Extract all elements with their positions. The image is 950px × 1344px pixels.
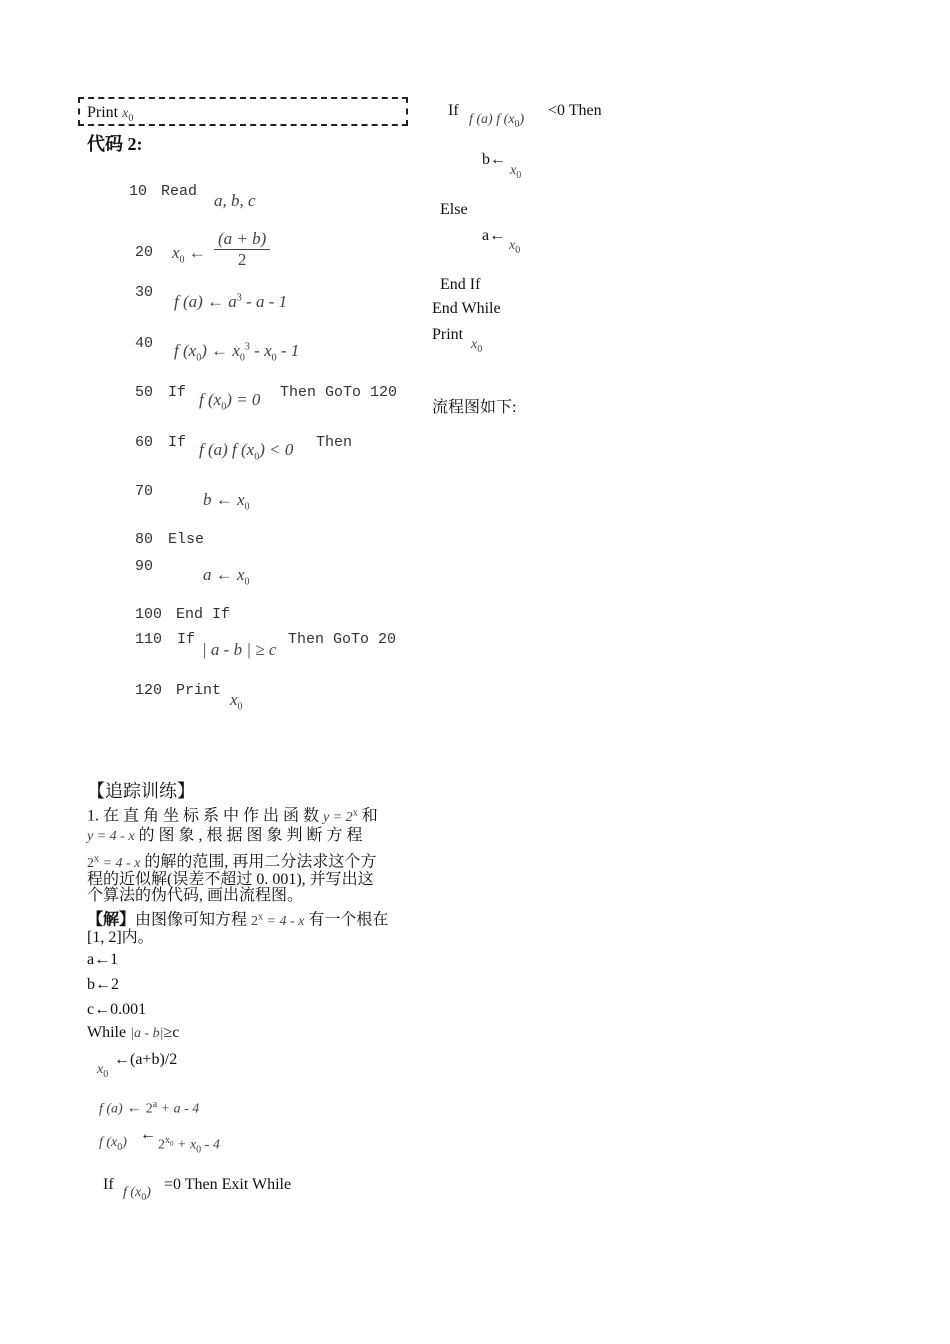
right-if-tail: <0 Then (548, 102, 602, 119)
right-b-assign: b← (482, 151, 506, 168)
code-line-110-expr: | a - b | ≥ c (202, 640, 277, 659)
boxed-print-line: Print $x_0$ (87, 104, 134, 124)
code-line-90-expr: a ← $x_0$ (203, 565, 250, 588)
right-print: Print (432, 326, 464, 343)
solution-line-1: 【解】由图像可知方程 $2^x = 4 - x$ 有一个根在 (87, 911, 389, 929)
code-line-50-num: 50 (135, 384, 154, 401)
question-line-2: y = 4 - x 的 图 象 , 根 据 图 象 判 断 方 程 (87, 827, 363, 844)
code-line-20-fraction: $\frac{(a + b)}{2}$ (214, 229, 270, 270)
code-line-80-num: 80 (135, 531, 154, 548)
code-line-70-num: 70 (135, 483, 154, 500)
code-line-60-num: 60 (135, 434, 154, 451)
right-end-while: End While (432, 300, 501, 317)
question-line-4: 程的近似解(误差不超过 0. 001), 并写出这 (87, 871, 374, 888)
if-exit-expr: f $(x_0)$ (123, 1185, 151, 1203)
fa-line: f (a) ← $2^a + a - 4$ (99, 1099, 200, 1117)
question-line-3: $2^x = 4 - x$ 的解的范围, 再用二分法求这个方 (87, 853, 377, 871)
code-line-50-kw: If (168, 384, 187, 401)
while-line: While |a - b|≥c (87, 1024, 180, 1041)
x0-assign: ←(a+b)/2 (114, 1051, 178, 1068)
right-else: Else (440, 201, 468, 218)
right-if-expr: f (a) f $(x_0)$ (469, 112, 525, 130)
code-line-10-expr: a, b, c (214, 191, 256, 210)
code-line-120-expr: $x_0$ (230, 690, 243, 713)
code-line-100-num: 100 (135, 606, 163, 623)
code-line-50-expr: f $(x_0) = 0$ (199, 390, 261, 413)
code-line-40-num: 40 (135, 335, 154, 352)
right-a-x0: $x_0$ (509, 238, 521, 256)
code-line-110-kw: If (177, 631, 196, 648)
code-line-100-kw: End If (176, 606, 231, 623)
practice-heading: 【追踪训练】 (87, 781, 195, 801)
solution-line-2: [1, 2]内。 (87, 929, 154, 946)
right-print-x0: $x_0$ (471, 337, 483, 355)
right-a-assign: a← (482, 227, 506, 244)
code-line-60-expr: f (a) f $(x_0) < 0$ (199, 440, 294, 463)
right-b-x0: $x_0$ (510, 163, 522, 181)
fx0-rhs: $2^{x_0} + x_0 - 4$ (158, 1135, 220, 1156)
code-line-50-tail: Then GoTo 120 (280, 384, 398, 401)
algo-line-b: b←2 (87, 976, 119, 993)
code-line-110-tail: Then GoTo 20 (288, 631, 397, 648)
right-end-if: End If (440, 276, 481, 293)
code-line-10-kw: Read (161, 183, 198, 200)
code-line-120-kw: Print (176, 682, 222, 699)
code-line-110-num: 110 (135, 631, 163, 648)
code-line-30-expr: f (a) ← $a^3$ - a - 1 (174, 292, 288, 311)
code-line-120-num: 120 (135, 682, 163, 699)
if-exit-kw: If (103, 1176, 114, 1193)
fx0-line: f $(x_0)$ (99, 1135, 127, 1153)
code-line-40-expr: f $(x_0)$ ← $x_0^3 - x_0 - 1$ (174, 341, 300, 364)
if-exit-tail: =0 Then Exit While (164, 1176, 292, 1193)
question-line-1: 1. 在 直 角 坐 标 系 中 作 出 函 数 $y = 2^x$ 和 (87, 807, 378, 825)
algo-line-a: a←1 (87, 951, 119, 968)
code-line-20-lhs: $x_0$ ← (172, 243, 206, 266)
code-line-60-tail: Then (316, 434, 353, 451)
x0-var: $x_0$ (97, 1062, 109, 1080)
code-line-10-num: 10 (129, 183, 148, 200)
algo-line-c: c←0.001 (87, 1001, 147, 1018)
code-line-20-num: 20 (135, 244, 154, 261)
var-x0: $x_0$ (122, 106, 134, 124)
right-if-kw: If (448, 102, 459, 119)
code-line-30-num: 30 (135, 284, 154, 301)
code-line-70-expr: b ← $x_0$ (203, 490, 250, 513)
fx0-arrow: ← (140, 1126, 156, 1143)
flowchart-label: 流程图如下: (432, 399, 517, 416)
code-line-80-kw: Else (168, 531, 205, 548)
code2-heading: 代码 2: (87, 134, 143, 154)
code-line-90-num: 90 (135, 558, 154, 575)
code-line-60-kw: If (168, 434, 187, 451)
question-line-5: 个算法的伪代码, 画出流程图。 (87, 887, 304, 904)
